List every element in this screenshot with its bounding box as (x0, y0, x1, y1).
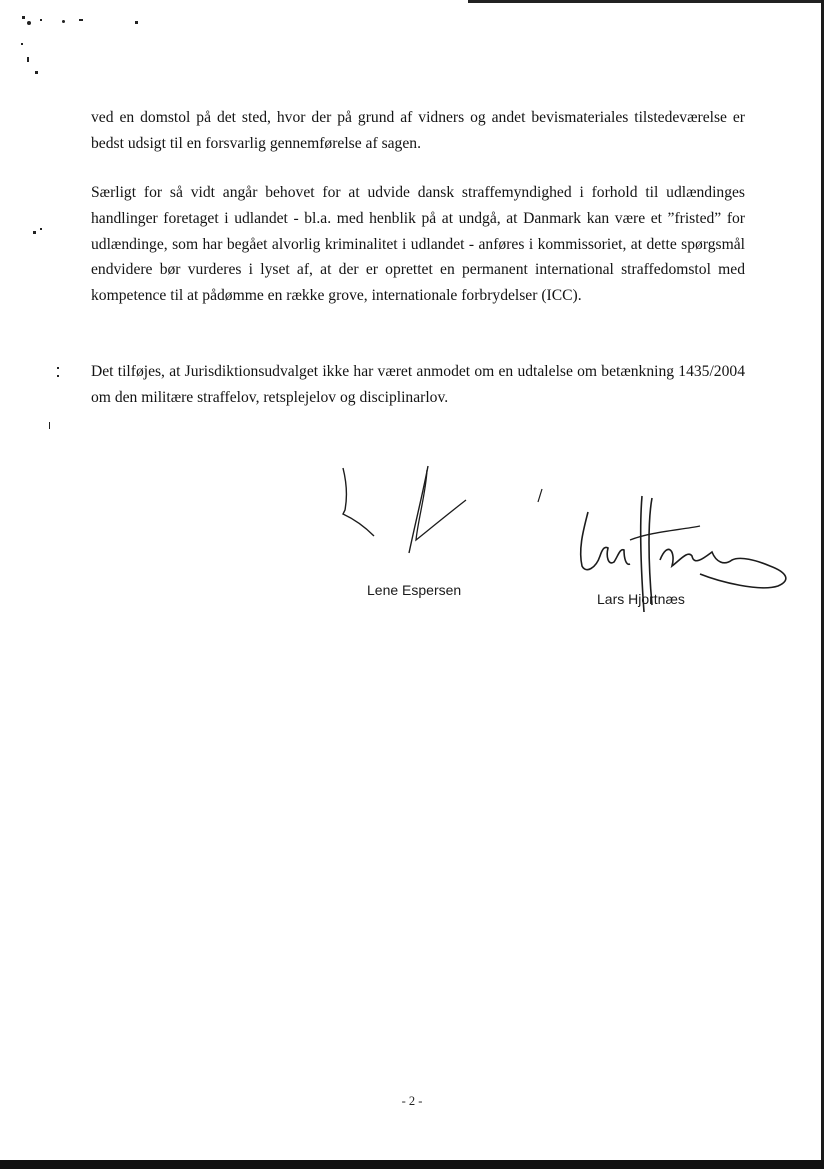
paragraph-2: Særligt for så vidt angår behovet for at udvide dansk straffemyndighed i forhold til udlændinges handlinger foretaget i udlandet - bl.a. med henblik på at undgå, at Danmark kan være et ”fristed” for udlændinge, som har begået alvorlig kriminalitet i udlandet - anføres i kommissoriet, at dette spørgsmål endvidere bør vurderes i lyset af, at der er oprettet en permanent international straffedomstol med kompetence til at pådømme en række grove, internationale forbrydelser (ICC). (91, 184, 745, 305)
paragraph-1: ved en domstol på det sted, hvor der på grund af vidners og andet bevismateriales tilstedeværelse er bedst udsigt til en forsvarlig gennemførelse af sagen. (91, 109, 745, 152)
paragraph-3: Det tilføjes, at Jurisdiktionsudvalget ikke har været anmodet om en udtalelse om betænkning 1435/2004 om den militære straffelov, retsplejelov og disciplinarlov. (91, 363, 745, 406)
scan-edge-bottom (0, 1160, 824, 1169)
page-number: - 2 - (401, 1094, 423, 1108)
signatory-name-1: Lene Espersen (367, 582, 462, 598)
signatory-name-2: Lars Hjortnæs (597, 591, 685, 607)
